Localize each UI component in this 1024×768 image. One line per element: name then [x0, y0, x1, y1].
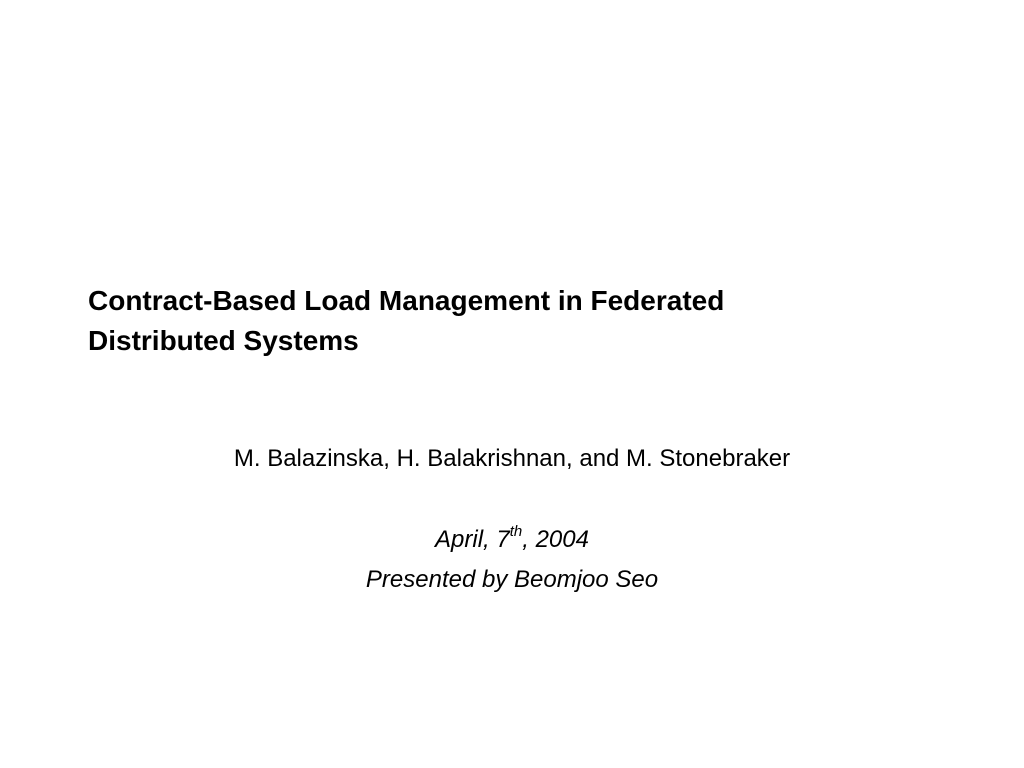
presenter-line: Presented by Beomjoo Seo — [365, 566, 659, 593]
slide-title — [88, 281, 948, 361]
slide-title-line-2: Distributed Systems — [88, 325, 359, 356]
presentation-date — [0, 524, 1024, 556]
date-ordinal-suffix: th — [509, 523, 523, 540]
slide-title-line-1: Contract-Based Load Management in Federated — [88, 285, 725, 316]
date-prefix: April, 7 — [435, 526, 510, 553]
date-year: , 2004 — [522, 526, 589, 553]
authors-line: M. Balazinska, H. Balakrishnan, and M. Stonebraker — [233, 445, 791, 472]
